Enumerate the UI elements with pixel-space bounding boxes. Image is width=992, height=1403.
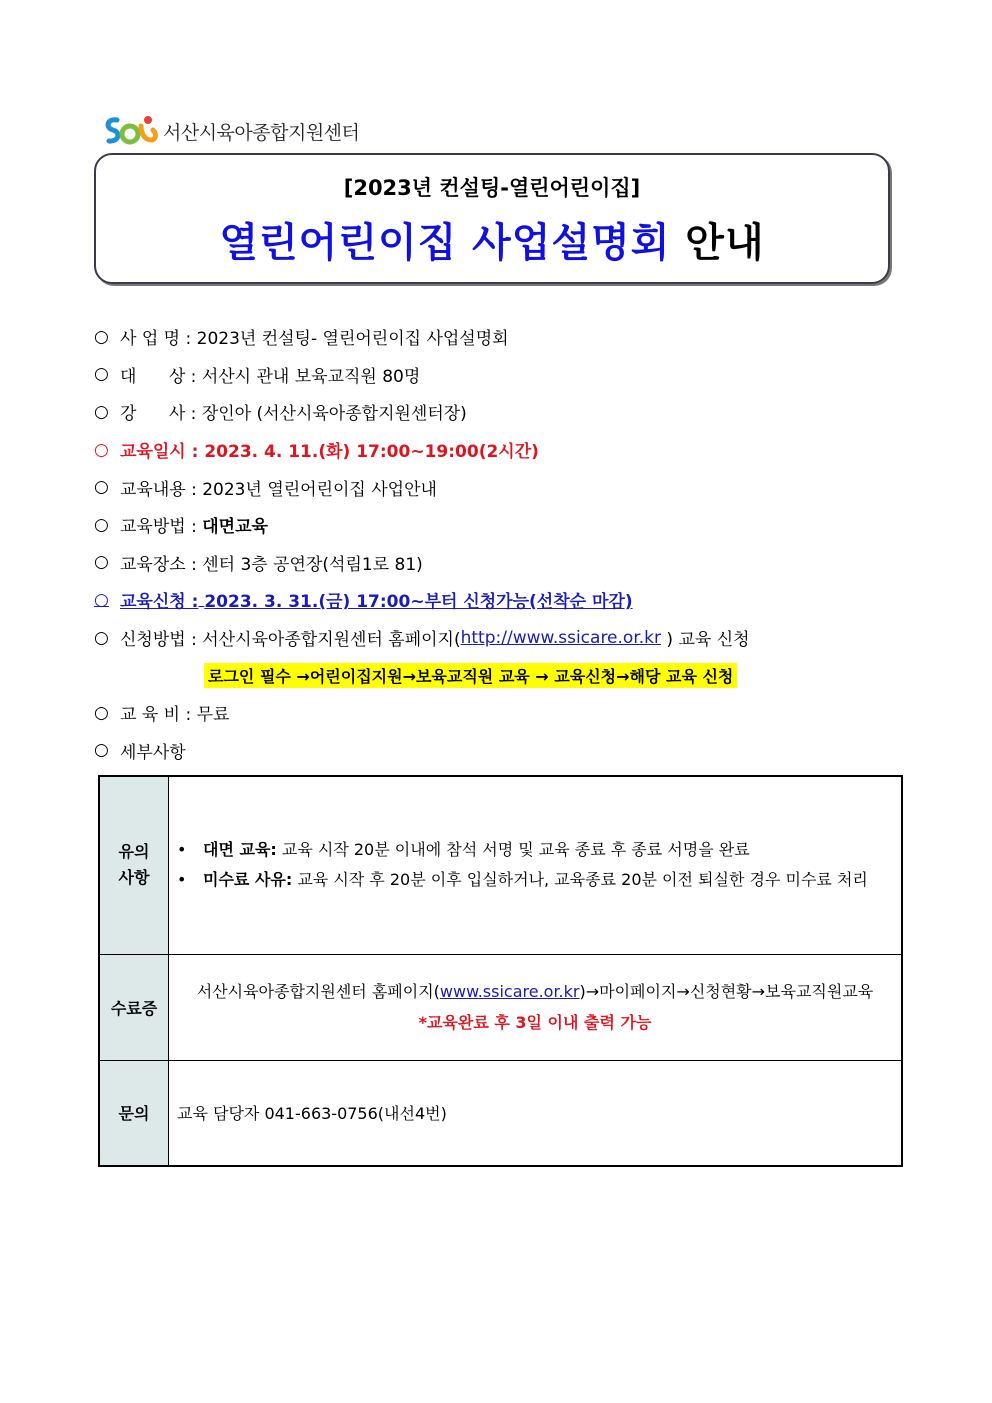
certificate-path: 서산시육아종합지원센터 홈페이지(www.ssicare.or.kr)→마이페이지→신청현황→보육교직원교육 xyxy=(196,982,874,1001)
certificate-body xyxy=(169,954,903,1060)
apply-path-highlight: 로그인 필수 →어린이집지원→보육교직원 교육 → 교육신청→해당 교육 신청 xyxy=(204,663,737,688)
item-content: ○ 교육내용 : 2023년 열린어린이집 사업안내 xyxy=(94,477,437,500)
item-apply: ○ 교육신청 : 2023. 3. 31.(금) 17:00~부터 신청가능(선착순 마감) xyxy=(94,589,633,613)
notes-header: 유의 사항 xyxy=(99,776,169,954)
logo-text: 서산시육아종합지원센터 xyxy=(163,121,360,144)
contact-row xyxy=(99,1060,902,1166)
detail-table xyxy=(98,775,903,1167)
logo-emblem-icon xyxy=(103,114,159,148)
item-place: ○ 교육장소 : 센터 3층 공연장(석림1로 81) xyxy=(94,552,423,575)
item-fee: ○ 교 육 비 : 무료 xyxy=(94,702,230,726)
certificate-link[interactable]: www.ssicare.or.kr xyxy=(439,982,580,1001)
title-blue: 열린어린이집 사업설명회 xyxy=(219,220,671,266)
item-datetime: ○ 교육일시 : 2023. 4. 11.(화) 17:00~19:00(2시간) xyxy=(94,439,539,463)
contact-body: 교육 담당자 041-663-0756(내선4번) xyxy=(169,1060,903,1166)
notes-line-2: • 미수료 사유: 교육 시작 후 20분 이후 입실하거나, 교육종료 20분 이전 퇴실한 경우 미수료 처리 xyxy=(177,870,868,890)
title-box xyxy=(94,153,890,284)
item-target: ○ 대 상 : 서산시 관내 보육교직원 80명 xyxy=(94,364,421,387)
item-details: ○ 세부사항 xyxy=(94,740,186,763)
info-list xyxy=(94,318,894,769)
item-project: ○ 사 업 명 : 2023년 컨설팅- 열린어린이집 사업설명회 xyxy=(94,326,509,350)
certificate-note: *교육완료 후 3일 이내 출력 가능 xyxy=(418,1013,652,1032)
certificate-row xyxy=(99,954,902,1060)
item-lecturer: ○ 강 사 : 장인아 (서산시육아종합지원센터장) xyxy=(94,401,467,425)
notes-line-1: • 대면 교육: 교육 시작 20분 이내에 참석 서명 및 교육 종료 후 종료 서명을 완료 xyxy=(177,840,750,860)
notes-body xyxy=(169,776,903,954)
item-method: ○ 교육방법 : 대면교육 xyxy=(94,514,268,538)
certificate-header: 수료증 xyxy=(99,954,169,1060)
center-logo xyxy=(103,114,359,148)
notes-row xyxy=(99,776,902,954)
document-title xyxy=(96,211,888,268)
title-black: 안내 xyxy=(670,220,765,266)
apply-path-row xyxy=(94,656,894,694)
document-subtitle: [2023년 컨설팅-열린어린이집] xyxy=(343,176,641,200)
contact-header: 문의 xyxy=(99,1060,169,1166)
website-link[interactable]: http://www.ssicare.or.kr xyxy=(460,627,661,648)
item-apply-method: ○ 신청방법 : 서산시육아종합지원센터 홈페이지( http://www.ssicare.or.kr ) 교육 신청 xyxy=(94,627,750,651)
